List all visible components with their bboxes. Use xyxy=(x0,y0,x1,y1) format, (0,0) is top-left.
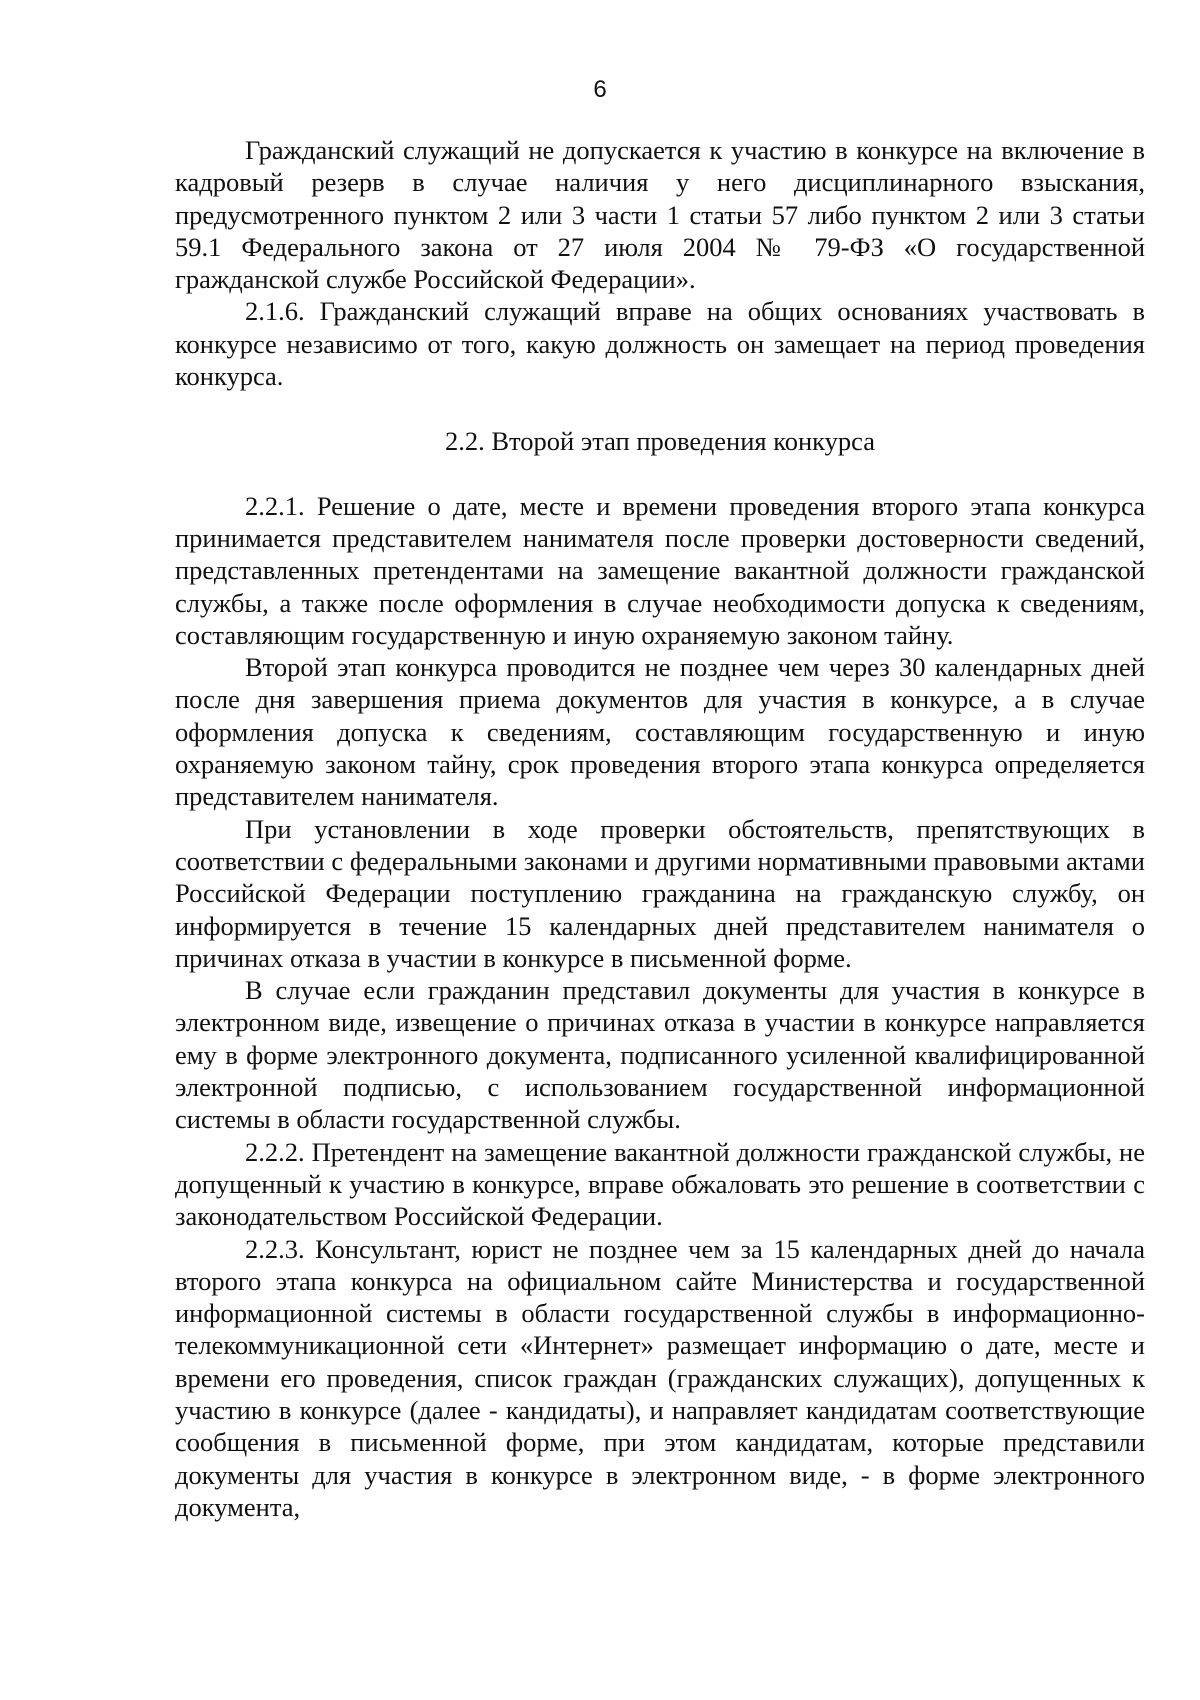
paragraph-2-2-3: 2.2.3. Консультант, юрист не позднее чем за 15 календарных дней до начала второго этапа конкурса на официальном сайте Министерства и государственной информационной системы в области государственной службы в информационно-телекоммуникационной сети «Интернет» размещает информацию о дате, месте и времени его проведения, список граждан (гражданских служащих), допущенных к участию в конкурсе (далее - кандидаты), и направляет кандидатам соответствующие сообщения в письменной форме, при этом кандидатам, которые представили документы для участия в конкурсе в электронном виде, - в форме электронного документа, xyxy=(175,1233,1145,1522)
paragraph-civil-servant-admission: Гражданский служащий не допускается к участию в конкурсе на включение в кадровый резерв в случае наличия у него дисциплинарного взыскания, предусмотренного пунктом 2 или 3 части 1 статьи 57 либо пунктом 2 или 3 статьи 59.1 Федерального закона от 27 июля 2004 № 79-ФЗ «О государственной гражданской службе Российской Федерации». xyxy=(175,135,1145,295)
paragraph-2-2-1: 2.2.1. Решение о дате, месте и времени проведения второго этапа конкурса принимается представителем нанимателя после проверки достоверности сведений, представленных претендентами на замещение вакантной должности гражданской службы, а также после оформления в случае необходимости допуска к сведениям, составляющим государственную и иную охраняемую законом тайну. xyxy=(175,490,1145,650)
paragraph-2-2-2: 2.2.2. Претендент на замещение вакантной должности гражданской службы, не допущенный к участию в конкурсе, вправе обжаловать это решение в соответствии с законодательством Российской Федерации. xyxy=(175,1136,1145,1232)
page-number: 6 xyxy=(593,76,607,103)
paragraph-2-1-6: 2.1.6. Гражданский служащий вправе на общих основаниях участвовать в конкурсе независимо от того, какую должность он замещает на период проведения конкурса. xyxy=(175,296,1145,392)
paragraph-electronic-notice: В случае если гражданин представил документы для участия в конкурсе в электронном виде, извещение о причинах отказа в участии в конкурсе направляется ему в форме электронного документа, подписанного усиленной квалифицированной электронной подписью, с использованием государственной информационной системы в области государственной службы. xyxy=(175,975,1145,1135)
paragraph-second-stage-timing: Второй этап конкурса проводится не позднее чем через 30 календарных дней после дня завершения приема документов для участия в конкурсе, а в случае оформления допуска к сведениям, составляющим государственную и иную охраняемую законом тайну, срок проведения второго этапа конкурса определяется представителем нанимателя. xyxy=(175,652,1145,812)
document-body xyxy=(175,134,1145,1523)
paragraph-refusal-notification: При установлении в ходе проверки обстоятельств, препятствующих в соответствии с федеральными законами и другими нормативными правовыми актами Российской Федерации поступлению гражданина на гражданскую службу, он информируется в течение 15 календарных дней представителем нанимателя о причинах отказа в участии в конкурсе в письменной форме. xyxy=(175,813,1145,973)
section-heading-2-2: 2.2. Второй этап проведения конкурса xyxy=(444,426,876,457)
